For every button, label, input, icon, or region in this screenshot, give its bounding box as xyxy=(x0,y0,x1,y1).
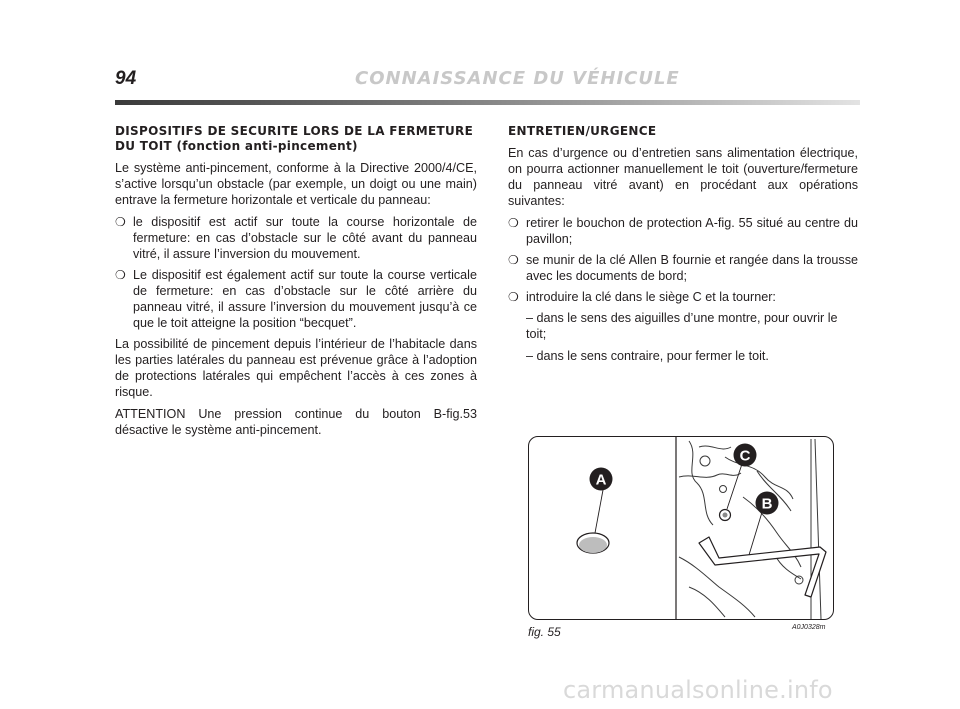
bullet-text: Le dispositif est également actif sur toute la course verticale de fermeture: en cas d’obstacle sur le côté arrière du panneau vitré, il assure l’inversion du mouvement jusqu’à ce que le toit atteigne la position “becquet”. xyxy=(133,268,477,330)
figure-caption: fig. 55 xyxy=(528,625,561,639)
figure-code: A0J0328m xyxy=(792,624,826,631)
left-column xyxy=(115,124,477,444)
page-number: 94 xyxy=(115,68,137,89)
bullet-circle-icon: ❍ xyxy=(115,215,126,229)
section-heading-anti-pinch: DISPOSITIFS DE SECURITE LORS DE LA FERMETURE DU TOIT (fonction anti-pincement) xyxy=(115,124,474,153)
section-heading-maintenance: ENTRETIEN/URGENCE xyxy=(508,124,657,138)
bullet-text: retirer le bouchon de protection A-fig. 55 situé au centre du pavillon; xyxy=(526,216,858,246)
list-item xyxy=(508,215,858,247)
list-item xyxy=(115,214,477,262)
bullet-circle-icon: ❍ xyxy=(115,268,126,282)
bullet-circle-icon: ❍ xyxy=(508,216,519,230)
leader-line-b xyxy=(749,509,763,555)
key-seat-center xyxy=(723,513,728,518)
list-item xyxy=(508,289,858,305)
bullet-text: introduire la clé dans le siège C et la tourner: xyxy=(526,290,776,304)
label-c: C xyxy=(739,447,751,465)
list-item xyxy=(508,252,858,284)
roof-illustration-svg xyxy=(529,437,833,619)
mechanism-sketch xyxy=(679,439,821,619)
dash-item-open: – dans le sens des aiguilles d’une montre, pour ouvrir le toit; xyxy=(526,311,838,341)
dash-item-close: – dans le sens contraire, pour fermer le toit. xyxy=(526,349,769,363)
leader-line-a xyxy=(595,490,603,533)
intro-paragraph: Le système anti-pincement, conforme à la Directive 2000/4/CE, s’active lorsqu’un obstacle (par exemple, un doigt ou une main) entrave la fermeture horizontale et verticale du panneau: xyxy=(115,161,477,207)
label-a: A xyxy=(595,471,607,489)
figure-roof-illustration xyxy=(528,436,834,620)
list-item xyxy=(115,267,477,331)
watermark: carmanualsonline.info xyxy=(563,676,833,704)
protection-paragraph: La possibilité de pincement depuis l’intérieur de l’habitacle dans les parties latérales du panneau est prévenue grâce à l’adoption de protections latérales qui empêchent l’accès à ces zones à risque. xyxy=(115,337,477,399)
bullet-text: se munir de la clé Allen B fournie et rangée dans la trousse avec les documents de bord; xyxy=(526,253,858,283)
bullet-circle-icon: ❍ xyxy=(508,290,519,304)
bullet-text: le dispositif est actif sur toute la course horizontale de fermeture: en cas d’obstacle sur le côté avant du panneau vitré, il assure l’inversion du mouvement. xyxy=(133,215,477,261)
allen-key xyxy=(699,537,826,597)
label-b: B xyxy=(761,495,773,513)
right-column xyxy=(508,124,858,370)
header-rule xyxy=(115,100,860,105)
page-title: CONNAISSANCE DU VÉHICULE xyxy=(355,68,680,89)
warning-paragraph: ATTENTION Une pression continue du bouton B-fig.53 désactive le système anti-pincement. xyxy=(115,407,477,437)
intro-paragraph: En cas d’urgence ou d’entretien sans alimentation électrique, on pourra actionner manuellement le toit (ouverture/fermeture du panneau vitré avant) en procédant aux opérations suivantes: xyxy=(508,146,858,208)
leader-line-c xyxy=(727,461,743,509)
bullet-circle-icon: ❍ xyxy=(508,253,519,267)
protective-cap-shade xyxy=(579,537,607,553)
